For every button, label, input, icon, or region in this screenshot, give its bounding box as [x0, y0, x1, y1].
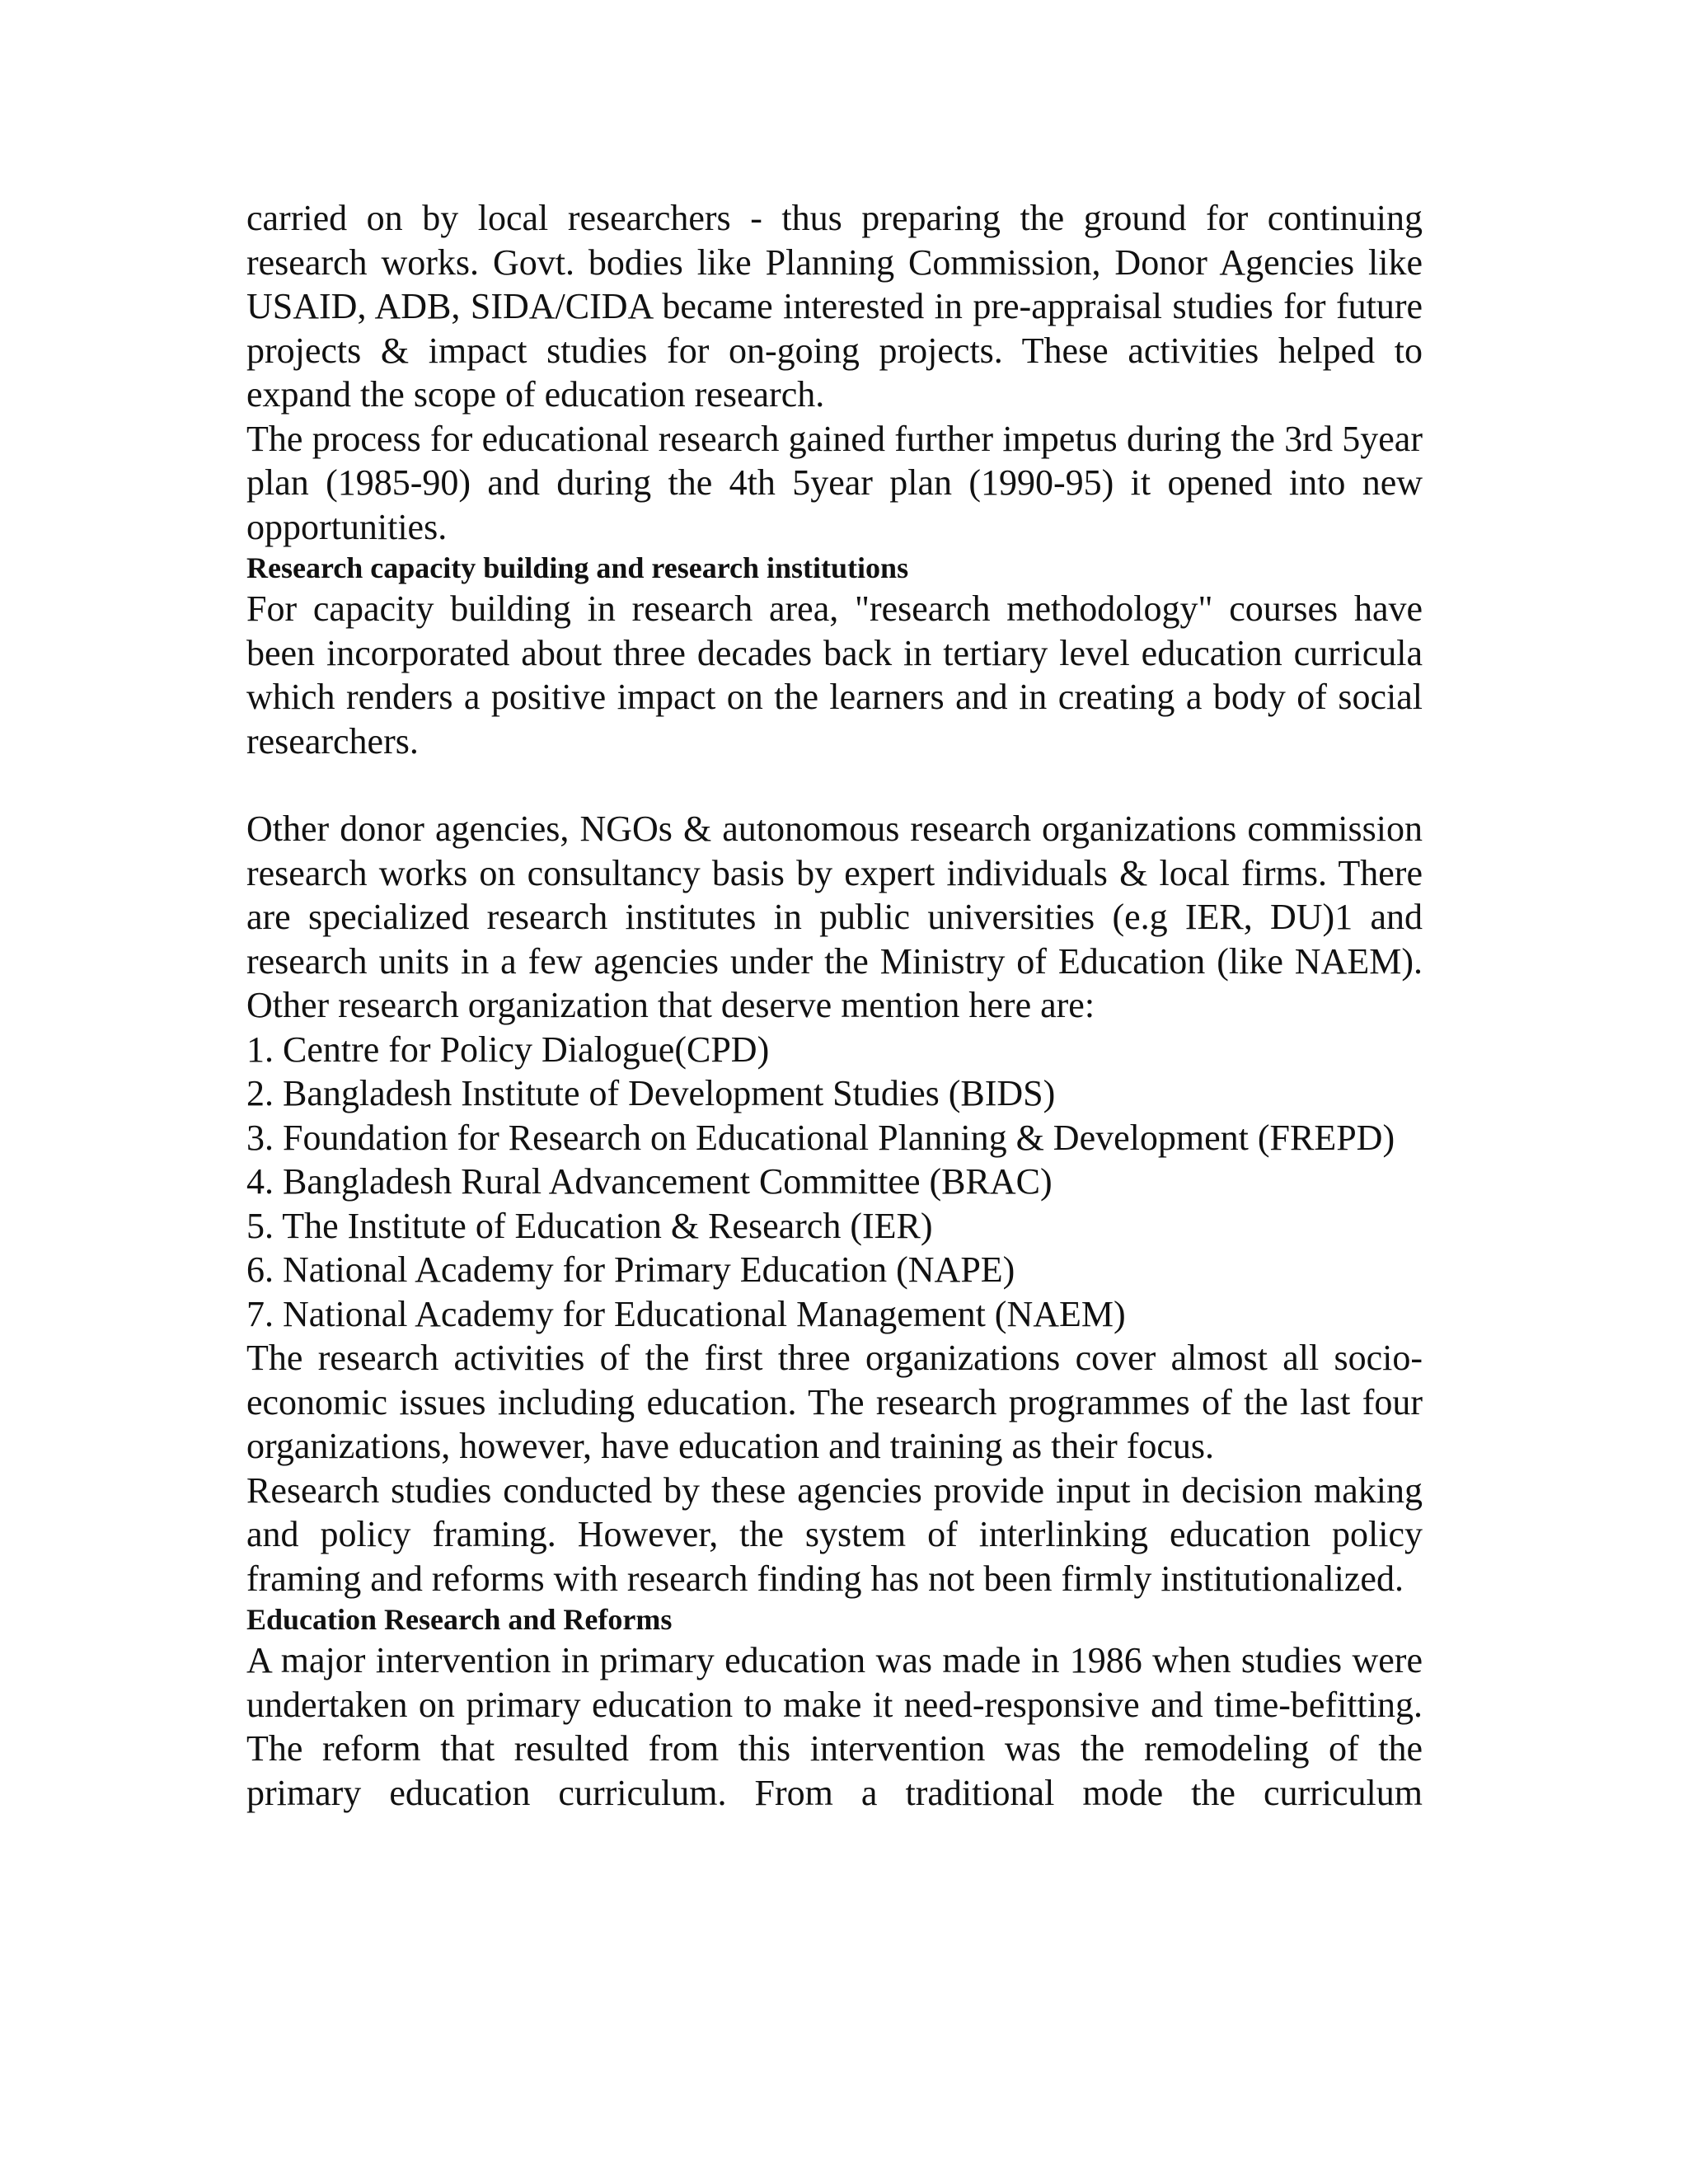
paragraph-research-activities: The research activities of the first three organizations cover almost all socio-economic issues including education. The research programmes of the last four organizations, however, have education and training as their focus. — [246, 1338, 1423, 1466]
paragraph-primary-intervention: A major intervention in primary education was made in 1986 when studies were undertaken on primary education to make it need-responsive and time-befitting. The reform that resulted from this intervention was the remodeling of the primary education curriculum. From a traditional mode the curriculum — [246, 1640, 1423, 1813]
paragraph-five-year-plans: The process for educational research gained further impetus during the 3rd 5year plan (1985-90) and during the 4th 5year plan (1990-95) it opened into new opportunities. — [246, 418, 1423, 547]
paragraph-donor-agencies: Other donor agencies, NGOs & autonomous research organizations commission research works on consultancy basis by expert individuals & local firms. There are specialized research institutes in public universities (e.g IER, DU)1 and research units in a few agencies under the Ministry of Education (like NAEM). Other research organization that deserve mention here are: — [246, 808, 1423, 1025]
organization-item: 2. Bangladesh Institute of Development Studies (BIDS) — [246, 1073, 1056, 1113]
heading-education-reforms: Education Research and Reforms — [246, 1603, 673, 1636]
organization-item: 7. National Academy for Educational Management (NAEM) — [246, 1293, 1126, 1334]
organization-list — [246, 1028, 1423, 1337]
heading-research-capacity: Research capacity building and research institutions — [246, 551, 909, 584]
document-page — [246, 196, 1423, 1815]
paragraph-gap — [246, 763, 1423, 807]
organization-item: 3. Foundation for Research on Educational Planning & Development (FREPD) — [246, 1117, 1395, 1158]
organization-item: 4. Bangladesh Rural Advancement Committee (BRAC) — [246, 1161, 1053, 1202]
paragraph-research-studies: Research studies conducted by these agencies provide input in decision making and policy framing. However, the system of interlinking education policy framing and reforms with research finding has not been firmly institutionalized. — [246, 1469, 1423, 1599]
organization-item: 5. The Institute of Education & Research (IER) — [246, 1205, 933, 1246]
organization-item: 1. Centre for Policy Dialogue(CPD) — [246, 1029, 770, 1070]
paragraph-capacity-building: For capacity building in research area, "research methodology" courses have been incorporated about three decades back in tertiary level education curricula which renders a positive impact on the learners and in creating a body of social researchers. — [246, 588, 1423, 762]
paragraph-local-researchers: carried on by local researchers - thus preparing the ground for continuing research works. Govt. bodies like Planning Commission, Donor Agencies like USAID, ADB, SIDA/CIDA became interested in pre-appraisal studies for future projects & impact studies for on-going projects. These activities helped to expand the scope of education research. — [246, 198, 1423, 415]
organization-item: 6. National Academy for Primary Education (NAPE) — [246, 1249, 1015, 1290]
